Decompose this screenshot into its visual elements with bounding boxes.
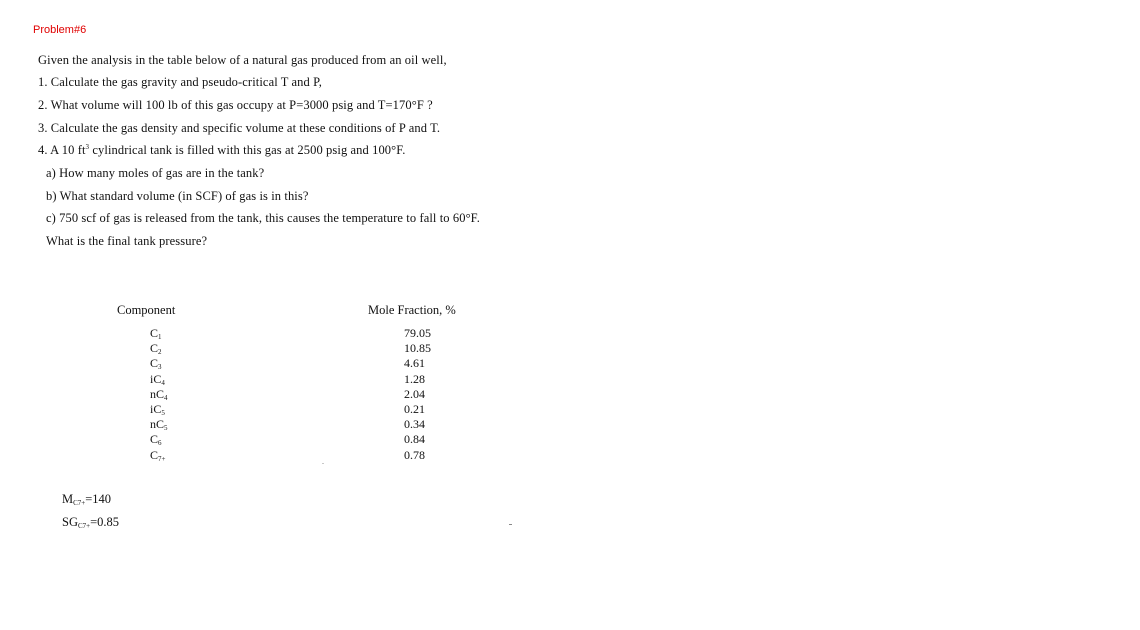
component-symbol: C <box>150 341 159 356</box>
question-2: 2. What volume will 100 lb of this gas occupy at P=3000 psig and T=170°F ? <box>38 98 433 112</box>
component-subscript: 1 <box>158 333 162 341</box>
question-3: 3. Calculate the gas density and specific volume at these conditions of P and T. <box>38 121 441 135</box>
component-cell <box>150 356 190 371</box>
question-4-post: cylindrical tank is filled with this gas at 2500 psig and 100°F. <box>89 143 406 157</box>
mole-fraction-cell: 0.34 <box>404 417 425 432</box>
component-subscript: 5 <box>164 424 168 433</box>
component-subscript: 5 <box>161 408 165 417</box>
mole-fraction-cell: 1.28 <box>404 371 425 386</box>
table-header-component: Component <box>117 303 176 317</box>
component-symbol: nC <box>150 386 165 401</box>
mole-fraction-cell: 4.61 <box>404 356 425 371</box>
component-symbol: C <box>150 447 159 462</box>
component-subscript: 4 <box>161 378 165 387</box>
specific-gravity-note <box>62 515 119 530</box>
component-symbol: iC <box>150 371 162 386</box>
question-4 <box>38 143 406 158</box>
component-subscript: 2 <box>158 348 162 357</box>
component-subscript: 3 <box>158 363 162 372</box>
mw-value: =140 <box>85 492 112 506</box>
scan-mark <box>322 463 324 464</box>
mole-fraction-cell: 79.05 <box>404 326 431 340</box>
mole-fraction-cell: 10.85 <box>404 341 431 356</box>
table-header-mole-fraction: Mole Fraction, % <box>368 303 456 317</box>
component-subscript: 4 <box>164 393 168 402</box>
sg-subscript: C7+ <box>77 522 91 530</box>
mole-fraction-cell: 0.84 <box>404 432 425 447</box>
question-4-pre: 4. A 10 ft <box>38 143 86 157</box>
component-subscript: 7+ <box>158 454 166 463</box>
component-cell <box>150 402 190 417</box>
component-cell <box>150 341 190 356</box>
question-4c-continued: What is the final tank pressure? <box>46 234 208 248</box>
sg-symbol: SG <box>62 515 78 529</box>
component-cell <box>150 448 190 463</box>
mole-fraction-cell: 2.04 <box>404 386 425 401</box>
component-symbol: nC <box>150 417 165 432</box>
cubic-superscript: 3 <box>85 143 90 151</box>
mole-fraction-column <box>404 326 464 463</box>
problem-intro: Given the analysis in the table below of a natural gas produced from an oil well, <box>38 53 447 67</box>
component-symbol: C <box>150 432 159 447</box>
molecular-weight-note <box>62 492 111 507</box>
sg-value: =0.85 <box>90 515 120 529</box>
question-4b: b) What standard volume (in SCF) of gas is in this? <box>46 189 309 203</box>
component-subscript: 6 <box>158 439 162 448</box>
component-symbol: C <box>150 326 159 340</box>
component-symbol: C <box>150 356 159 371</box>
component-cell <box>150 432 190 447</box>
component-cell <box>150 372 190 387</box>
component-column <box>150 326 190 463</box>
component-cell <box>150 417 190 432</box>
question-4c: c) 750 scf of gas is released from the tank, this causes the temperature to fall to 60°F. <box>46 211 480 225</box>
mole-fraction-cell: 0.78 <box>404 447 425 462</box>
mole-fraction-cell: 0.21 <box>404 401 425 416</box>
problem-title: Problem#6 <box>33 24 87 36</box>
mw-subscript: C7+ <box>73 499 86 507</box>
question-1: 1. Calculate the gas gravity and pseudo-critical T and P, <box>38 75 322 89</box>
question-4a: a) How many moles of gas are in the tank? <box>46 166 265 180</box>
mw-symbol: M <box>62 492 74 506</box>
scan-mark <box>509 524 512 525</box>
component-cell <box>150 387 190 402</box>
component-symbol: iC <box>150 401 162 416</box>
component-cell <box>150 326 190 341</box>
